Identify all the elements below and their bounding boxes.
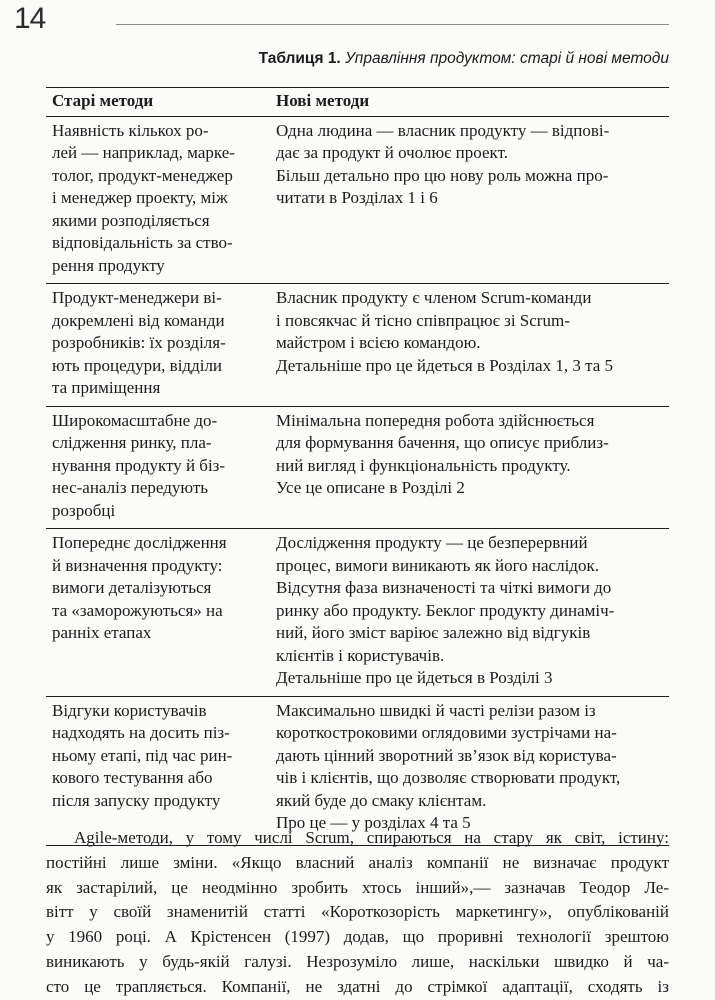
cell-text-line: Власник продукту є членом Scrum-команди	[276, 288, 592, 307]
cell-text-line: ринку або продукту. Беклог продукту динаміч-	[276, 600, 615, 620]
cell-text-line: клієнтів і користувачів.	[276, 645, 445, 665]
body-text-line: у 1960 році. А Крістенсен (1997) додав, що проривні технології зрештою	[46, 927, 669, 947]
cell-text-line: дає за продукт й очолює проект.	[276, 143, 508, 162]
cell-text-line: Максимально швидкі й часті релізи разом із	[276, 700, 596, 720]
table-body	[46, 116, 669, 845]
cell-text-line: та «заморожуються» на	[52, 600, 223, 620]
cell-text-line: процес, вимоги виникають як його наслідок.	[276, 555, 599, 575]
cell-text-line: Попереднє дослідження	[52, 533, 227, 552]
cell-text-line: Одна людина — власник продукту — відпові-	[276, 120, 610, 140]
cell-text-line: рення продукту	[52, 255, 165, 275]
table-row	[46, 696, 669, 845]
table-caption	[259, 50, 669, 68]
cell-text-line: майстром і всією командою.	[276, 333, 481, 352]
cell-text-line: слідження ринку, пла-	[52, 433, 212, 452]
table-caption-title: Управління продуктом: старі й нові методи	[345, 50, 669, 67]
cell-text-line: ний, його зміст варіює залежно від відгуків	[276, 623, 591, 642]
cell-text-line: дають цінний зворотний зв’язок від користува-	[276, 745, 617, 765]
cell-text-line: і менеджер проекту, між	[52, 188, 228, 207]
cell-text-line: розробників: їх розділя-	[52, 333, 226, 352]
cell-text-line: докремлені від команди	[52, 310, 225, 330]
cell-text-line: і повсякчас й тісно співпрацює зі Scrum-	[276, 310, 570, 330]
cell-text-line: читати в Розділах 1 і 6	[276, 188, 438, 207]
old-method-cell	[46, 406, 264, 529]
cell-text-line: який буде до смаку клієнтам.	[276, 790, 487, 810]
cell-text-line: Більш детально про цю нову роль можна про-	[276, 165, 609, 185]
cell-text-line: відповідальність за ство-	[52, 233, 233, 252]
cell-text-line: Мінімальна попередня робота здійснюється	[276, 410, 595, 430]
page-number: 14	[14, 2, 46, 35]
new-method-cell	[264, 116, 669, 284]
old-method-cell	[46, 284, 264, 407]
cell-text-line: Відсутня фаза визначеності та чіткі вимоги до	[276, 578, 612, 597]
table-row	[46, 116, 669, 284]
table-caption-label: Таблиця 1.	[258, 50, 341, 67]
new-method-cell	[264, 406, 669, 529]
body-text-line: Agile-методи, у тому числі Scrum, спираються на стару як світ, істину:	[74, 828, 669, 847]
body-text-line: вітт у своїй знаменитій статті «Короткозорість маркетингу», опублікованій	[46, 902, 669, 922]
header-old-methods: Старі методи	[46, 88, 264, 117]
methods-table	[46, 87, 669, 846]
cell-text-line: та приміщення	[52, 378, 161, 397]
cell-text-line: нес-аналіз передують	[52, 478, 209, 497]
old-method-cell	[46, 529, 264, 697]
cell-text-line: Дослідження продукту — це безперервний	[276, 533, 588, 552]
cell-text-line: вимоги деталізуються	[52, 578, 212, 597]
cell-text-line: ний вигляд і функціональність продукту.	[276, 455, 571, 475]
cell-text-line: ньому етапі, під час рин-	[52, 745, 233, 765]
cell-text-line: й визначення продукту:	[52, 555, 223, 575]
cell-text-line: якими розподіляється	[52, 210, 210, 230]
table-row	[46, 406, 669, 529]
cell-text-line: лей — наприклад, марке-	[52, 143, 235, 162]
cell-text-line: після запуску продукту	[52, 790, 221, 810]
table-row	[46, 284, 669, 407]
cell-text-line: толог, продукт-менеджер	[52, 165, 233, 185]
body-text-line: як застарілий, це неодмінно зробить хтось інший»,— зазначав Теодор Ле-	[46, 877, 669, 897]
body-text-line: виникають у будь-якій галузі. Незрозуміло лише, наскільки швидко й ча-	[46, 951, 669, 971]
body-text-line: сто це трапляється. Компанії, не здатні до стрімкої адаптації, сходять із	[46, 976, 669, 996]
new-method-cell	[264, 696, 669, 845]
old-method-cell	[46, 696, 264, 845]
new-method-cell	[264, 529, 669, 697]
cell-text-line: Про це — у розділах 4 та 5	[276, 813, 471, 832]
cell-text-line: кового тестування або	[52, 768, 213, 787]
cell-text-line: чів і клієнтів, що дозволяє створювати продукт,	[276, 768, 621, 787]
body-text-line: постійні лише зміни. «Якщо власний аналіз компанії не визначає продукт	[46, 852, 669, 872]
cell-text-line: короткостроковими оглядовими зустрічами на-	[276, 723, 617, 742]
new-method-cell	[264, 284, 669, 407]
cell-text-line: Детальніше про це йдеться в Розділі 3	[276, 668, 553, 687]
old-method-cell	[46, 116, 264, 284]
cell-text-line: Широкомасштабне до-	[52, 410, 218, 430]
table-row	[46, 529, 669, 697]
cell-text-line: надходять на досить піз-	[52, 723, 230, 742]
header-rule	[116, 24, 669, 25]
cell-text-line: Наявність кількох ро-	[52, 120, 209, 140]
cell-text-line: ранніх етапах	[52, 623, 152, 642]
cell-text-line: ють процедури, відділи	[52, 355, 223, 375]
cell-text-line: Детальніше про це йдеться в Розділах 1, 3 та 5	[276, 355, 614, 375]
cell-text-line: нування продукту й біз-	[52, 455, 226, 475]
cell-text-line: Відгуки користувачів	[52, 700, 207, 720]
cell-text-line: Продукт-менеджери ві-	[52, 288, 222, 307]
cell-text-line: розробці	[52, 500, 116, 520]
body-paragraph	[46, 826, 669, 1000]
header-new-methods: Нові методи	[264, 88, 669, 117]
cell-text-line: Усе це описане в Розділі 2	[276, 478, 465, 497]
table-header-row	[46, 88, 669, 117]
cell-text-line: для формування бачення, що описує приблиз-	[276, 433, 609, 452]
